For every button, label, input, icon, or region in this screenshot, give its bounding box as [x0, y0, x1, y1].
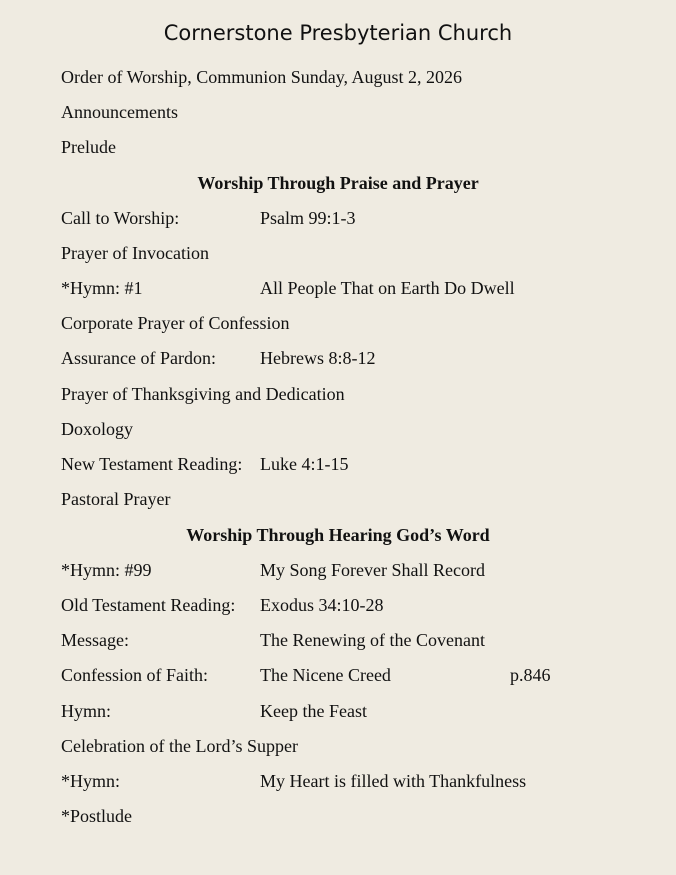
service-item: [61, 487, 641, 511]
section-heading-gods-word: Worship Through Hearing God’s Word: [186, 525, 490, 545]
announcements-label: Announcements: [61, 102, 178, 122]
item-detail: Keep the Feast: [260, 701, 367, 721]
item-label: Confession of Faith:: [61, 665, 208, 685]
item-label: Doxology: [61, 419, 133, 439]
prelude-label: Prelude: [61, 137, 116, 157]
item-detail: My Song Forever Shall Record: [260, 560, 485, 580]
item-label: *Hymn: #1: [61, 278, 143, 298]
item-label: Call to Worship:: [61, 208, 180, 228]
service-item: [61, 206, 641, 230]
item-label: *Postlude: [61, 806, 133, 826]
item-detail: Psalm 99:1-3: [260, 208, 356, 228]
service-item: [61, 452, 641, 476]
service-item: [61, 346, 641, 370]
item-label: Hymn:: [61, 701, 112, 721]
service-item: [61, 663, 641, 687]
item-label: Corporate Prayer of Confession: [61, 313, 290, 333]
item-detail: Exodus 34:10-28: [260, 595, 384, 615]
item-detail: My Heart is filled with Thankfulness: [260, 771, 527, 791]
item-label: Pastoral Prayer: [61, 489, 171, 509]
hymnal-page-number: p.846: [510, 665, 551, 685]
service-item: [61, 593, 641, 617]
service-item: [61, 382, 641, 406]
item-label: New Testament Reading:: [61, 454, 243, 474]
intro-line: [61, 100, 641, 124]
item-detail: The Renewing of the Covenant: [260, 630, 485, 650]
intro-line: [61, 135, 641, 159]
service-item: [61, 699, 641, 723]
item-detail: The Nicene Creed: [260, 665, 391, 685]
service-item: [61, 804, 641, 828]
item-label: Old Testament Reading:: [61, 595, 236, 615]
service-item: [61, 417, 641, 441]
item-label: Prayer of Thanksgiving and Dedication: [61, 384, 345, 404]
service-item: [61, 241, 641, 265]
service-item: [61, 769, 641, 793]
item-label: *Hymn:: [61, 771, 121, 791]
church-title: Cornerstone Presbyterian Church: [163, 21, 513, 45]
service-item: [61, 276, 641, 300]
service-item: [61, 558, 641, 582]
service-item: [61, 311, 641, 335]
item-label: Celebration of the Lord’s Supper: [61, 736, 298, 756]
service-item: [61, 734, 641, 758]
item-label: Prayer of Invocation: [61, 243, 209, 263]
item-label: *Hymn: #99: [61, 560, 152, 580]
intro-line: [61, 65, 641, 89]
item-detail: Luke 4:1-15: [260, 454, 349, 474]
service-item: [61, 628, 641, 652]
item-detail: All People That on Earth Do Dwell: [260, 278, 515, 298]
item-label: Assurance of Pardon:: [61, 348, 216, 368]
section-heading-praise-prayer: Worship Through Praise and Prayer: [197, 173, 479, 193]
item-detail: Hebrews 8:8-12: [260, 348, 376, 368]
item-label: Message:: [61, 630, 129, 650]
order-of-worship-date: Order of Worship, Communion Sunday, August 2, 2026: [61, 67, 463, 87]
